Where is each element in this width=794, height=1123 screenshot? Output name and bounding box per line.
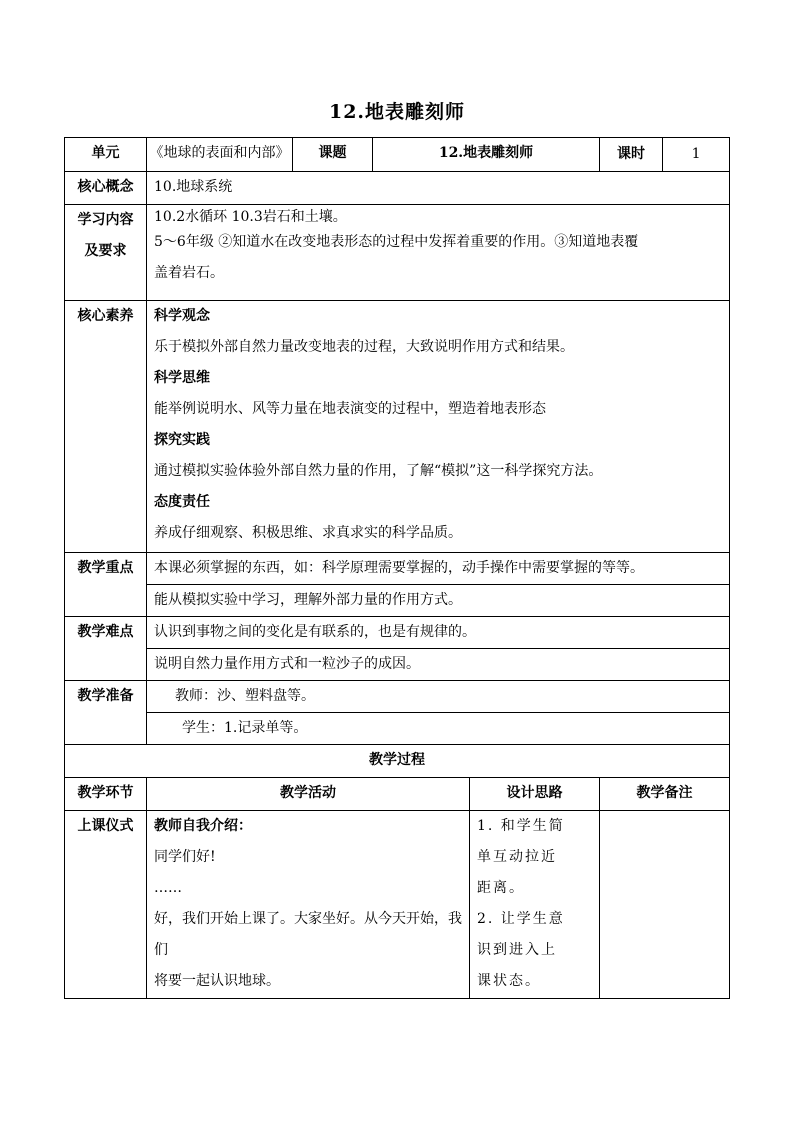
col-notes-header: 教学备注 [600,778,730,811]
literacy-heading-concept: 科学观念 [154,308,210,324]
literacy-heading-practice: 探究实践 [154,432,210,448]
design-line2: 单互动拉近 [477,849,557,865]
activity-line4: 好，我们开始上课了。大家坐好。从今天开始，我们 [154,911,462,958]
preparation-student: 学生：1.记录单等。 [182,720,308,736]
key-points-line2: 能从模拟实验中学习，理解外部力量的作用方式。 [154,592,462,608]
preparation-teacher: 教师：沙、塑料盘等。 [147,681,729,713]
process-title: 教学过程 [65,745,730,778]
process-row-ceremony [65,811,730,999]
process-title-row [65,745,730,778]
activity-line5: 将要一起认识地球。 [154,973,280,989]
col-design-header: 设计思路 [470,778,600,811]
period-cell [600,138,730,172]
literacy-text-thinking: 能举例说明水、风等力量在地表演变的过程中，塑造着地表形态 [154,401,546,417]
design-line6: 课状态。 [477,973,541,989]
activity-line3: …… [154,880,182,896]
difficulties-line2: 说明自然力量作用方式和一粒沙子的成因。 [154,656,420,672]
unit-label: 单元 [65,138,147,172]
literacy-row [65,301,730,553]
literacy-label: 核心素养 [65,301,147,553]
period-label: 课时 [617,146,646,162]
topic-value: 12.地表雕刻师 [373,138,600,172]
lesson-plan-table [64,137,730,999]
preparation-label: 教学准备 [65,681,147,745]
design-line5: 识到进入上 [477,942,557,958]
activity-line1: 教师自我介绍： [154,818,252,834]
difficulties-line1: 认识到事物之间的变化是有联系的，也是有规律的。 [147,617,729,649]
unit-value: 《地球的表面和内部》 [147,138,293,172]
difficulties-label: 教学难点 [65,617,147,681]
core-concept-row [65,172,730,205]
key-points-row [65,553,730,617]
topic-label: 课题 [293,138,373,172]
learning-label [65,205,147,301]
literacy-text-practice: 通过模拟实验体验外部自然力量的作用，了解“模拟”这一科学探究方法。 [154,463,603,479]
literacy-text-attitude: 养成仔细观察、积极思维、求真求实的科学品质。 [154,525,462,541]
activity-ceremony [147,811,470,999]
literacy-content [147,301,730,553]
design-line4: 2. 让学生意 [477,911,565,927]
learning-line1: 10.2水循环 10.3岩石和土壤。 [154,209,347,225]
col-activity-header: 教学活动 [147,778,470,811]
learning-row [65,205,730,301]
document-title: 12.地表雕刻师 [328,101,466,123]
key-points-label: 教学重点 [65,553,147,617]
activity-line2: 同学们好! [154,849,216,865]
learning-label-line1: 学习内容 [77,212,134,228]
difficulties-content [147,617,730,681]
stage-ceremony: 上课仪式 [65,811,147,999]
learning-content [147,205,730,301]
design-line1: 1. 和学生简 [477,818,565,834]
learning-line3: 盖着岩石。 [154,265,224,281]
difficulties-row [65,617,730,681]
literacy-heading-thinking: 科学思维 [154,370,210,386]
key-points-content [147,553,730,617]
notes-ceremony [600,811,730,999]
literacy-text-concept: 乐于模拟外部自然力量改变地表的过程，大致说明作用方式和结果。 [154,339,574,355]
col-stage-header: 教学环节 [65,778,147,811]
header-row [65,138,730,172]
process-header-row [65,778,730,811]
period-value: 1 [662,138,729,171]
design-ceremony [470,811,600,999]
literacy-heading-attitude: 态度责任 [154,494,210,510]
key-points-line1: 本课必须掌握的东西，如：科学原理需要掌握的，动手操作中需要掌握的等等。 [147,553,729,585]
preparation-content [147,681,730,745]
design-line3: 距离。 [477,880,525,896]
preparation-row [65,681,730,745]
core-concept-label: 核心概念 [65,172,147,205]
core-concept-value: 10.地球系统 [147,172,730,205]
learning-line2: 5～6年级 ②知道水在改变地表形态的过程中发挥着重要的作用。③知道地表覆 [154,234,639,250]
learning-label-line2: 及要求 [84,243,127,259]
